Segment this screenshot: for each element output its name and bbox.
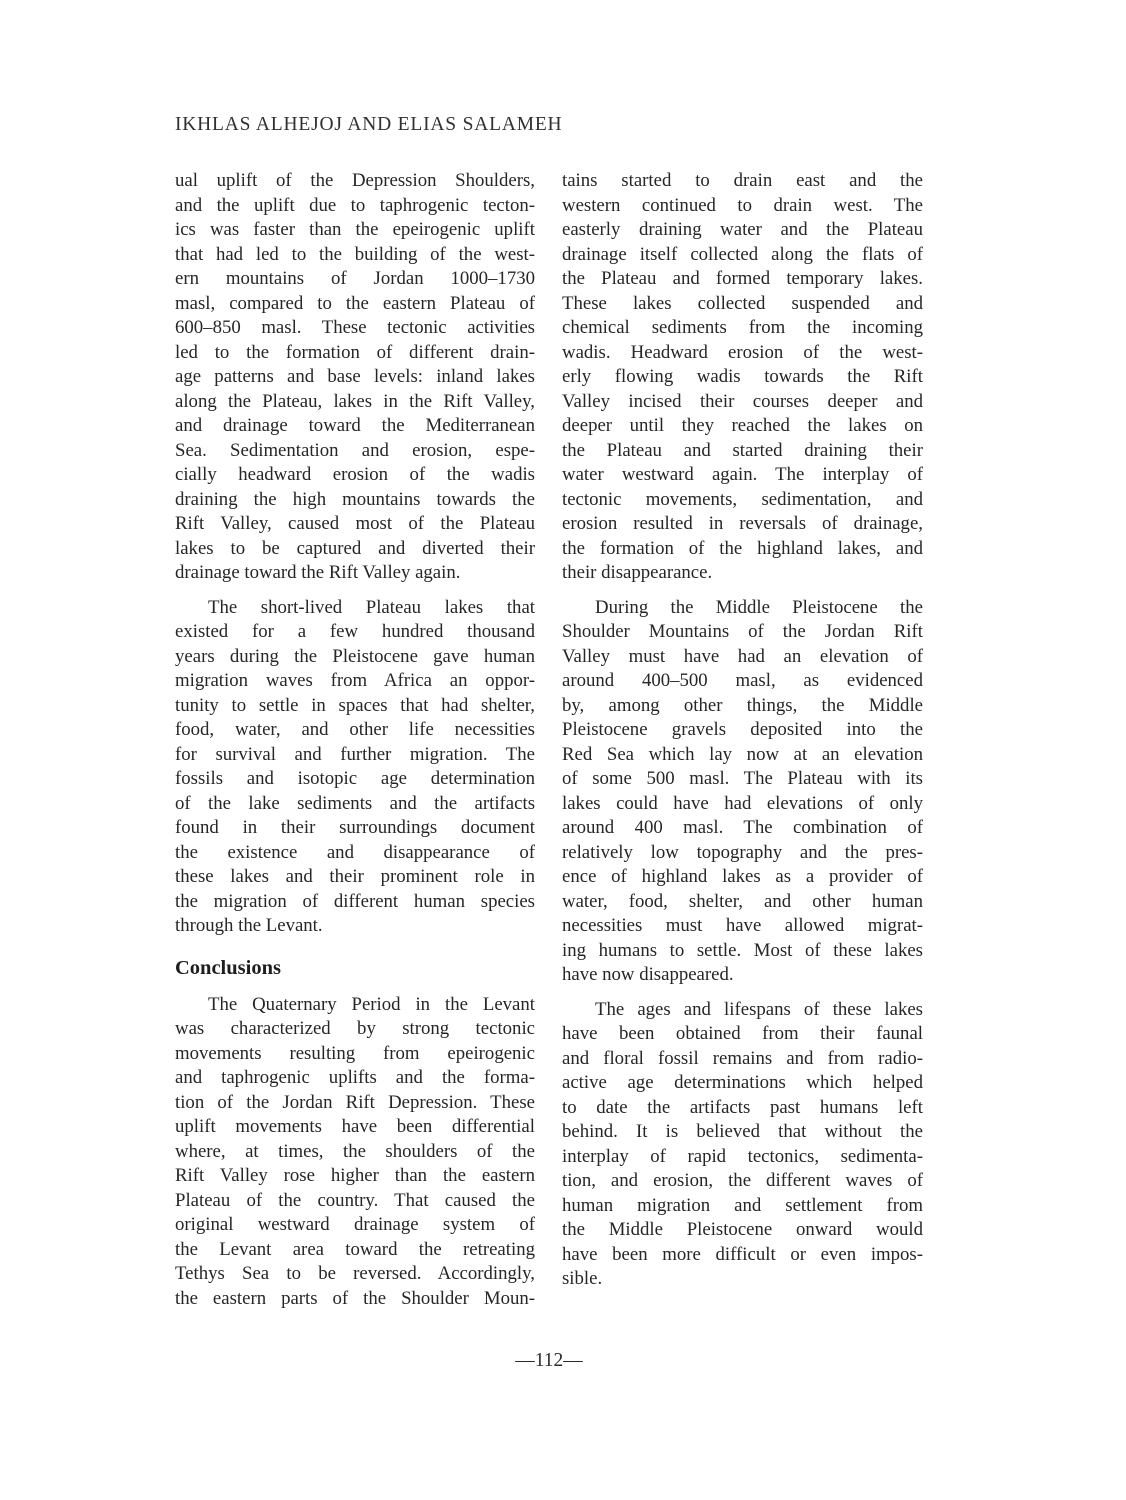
text-line: have now disappeared.	[562, 964, 734, 985]
text-line: ics was faster than the epeirogenic uplift	[175, 219, 535, 240]
text-line: the Plateau and started draining their	[562, 439, 923, 461]
text-line: Valley must have had an elevation of	[562, 645, 923, 667]
text-line: movements resulting from epeirogenic	[175, 1042, 535, 1064]
text-line: lakes to be captured and diverted their	[175, 537, 535, 559]
text-line: necessities must have allowed migrat-	[562, 915, 923, 936]
paragraph	[175, 993, 535, 1312]
text-line: lakes could have had elevations of only	[562, 792, 923, 814]
text-line: ence of highland lakes as a provider of	[562, 866, 923, 887]
text-line: the Plateau and formed temporary lakes.	[562, 268, 923, 289]
text-line: The short-lived Plateau lakes that	[208, 596, 535, 618]
text-line: by, among other things, the Middle	[562, 694, 923, 716]
text-line: Rift Valley, caused most of the Plateau	[175, 513, 535, 534]
text-line: active age determinations which helped	[562, 1072, 923, 1093]
text-line: These lakes collected suspended and	[562, 292, 923, 314]
text-line: chemical sediments from the incoming	[562, 317, 923, 338]
running-header: IKHLAS ALHEJOJ AND ELIAS SALAMEH	[175, 114, 563, 135]
text-line: original westward drainage system of	[175, 1214, 535, 1235]
text-line: and floral fossil remains and from radio-	[562, 1047, 923, 1069]
text-line: of the lake sediments and the artifacts	[175, 792, 535, 814]
text-line: ing humans to settle. Most of these lakes	[562, 939, 923, 961]
text-line: where, at times, the shoulders of the	[175, 1140, 535, 1162]
text-line: deeper until they reached the lakes on	[562, 415, 923, 436]
text-line: Valley incised their courses deeper and	[562, 390, 923, 412]
text-line: ern mountains of Jordan 1000–1730	[175, 268, 535, 289]
text-line: interplay of rapid tectonics, sedimenta-	[562, 1145, 923, 1167]
page-number: —112—	[515, 1350, 583, 1371]
text-line: western continued to drain west. The	[562, 194, 923, 216]
text-line: these lakes and their prominent role in	[175, 866, 535, 887]
text-line: water westward again. The interplay of	[562, 464, 923, 485]
text-line: years during the Pleistocene gave human	[175, 645, 535, 667]
paragraph	[562, 596, 923, 988]
text-line: that had led to the building of the west-	[175, 243, 535, 265]
text-line: age patterns and base levels: inland lakes	[175, 366, 535, 387]
text-line: Shoulder Mountains of the Jordan Rift	[562, 621, 923, 642]
text-line: The Quaternary Period in the Levant	[208, 993, 535, 1015]
text-line: have been more difficult or even impos-	[562, 1243, 923, 1265]
text-line: and drainage toward the Mediterranean	[175, 415, 535, 436]
text-line: existed for a few hundred thousand	[175, 621, 535, 642]
text-line: found in their surroundings document	[175, 817, 535, 838]
text-line: 600–850 masl. These tectonic activities	[175, 317, 535, 338]
text-line: Pleistocene gravels deposited into the	[562, 719, 923, 740]
text-line: around 400–500 masl, as evidenced	[562, 670, 923, 691]
text-line: water, food, shelter, and other human	[562, 890, 923, 912]
text-line: draining the high mountains towards the	[175, 488, 535, 510]
text-line: masl, compared to the eastern Plateau of	[175, 292, 535, 314]
section-heading: Conclusions	[175, 956, 281, 979]
text-line: led to the formation of different drain-	[175, 341, 535, 363]
text-line: sible.	[562, 1268, 603, 1289]
text-line: tunity to settle in spaces that had shelter,	[175, 694, 535, 716]
text-line: the formation of the highland lakes, and	[562, 537, 923, 559]
text-line: drainage toward the Rift Valley again.	[175, 562, 461, 583]
text-line: Plateau of the country. That caused the	[175, 1189, 535, 1211]
text-line: tains started to drain east and the	[562, 170, 923, 191]
paragraph	[175, 596, 535, 939]
text-line: the eastern parts of the Shoulder Moun-	[175, 1287, 535, 1309]
text-line: tion of the Jordan Rift Depression. These	[175, 1091, 535, 1113]
text-line: uplift movements have been differential	[175, 1116, 535, 1137]
text-line: human migration and settlement from	[562, 1194, 923, 1216]
text-line: the Levant area toward the retreating	[175, 1238, 535, 1260]
text-line: migration waves from Africa an oppor-	[175, 670, 535, 691]
text-line: cially headward erosion of the wadis	[175, 464, 535, 485]
text-line: ual uplift of the Depression Shoulders,	[175, 170, 535, 191]
text-line: Red Sea which lay now at an elevation	[562, 743, 923, 765]
text-line: have been obtained from their faunal	[562, 1023, 923, 1044]
text-line: easterly draining water and the Plateau	[562, 219, 923, 240]
text-line: food, water, and other life necessities	[175, 719, 535, 740]
text-line: erly flowing wadis towards the Rift	[562, 366, 923, 387]
text-line: tion, and erosion, the different waves of	[562, 1170, 923, 1191]
text-line: for survival and further migration. The	[175, 743, 535, 765]
text-line: was characterized by strong tectonic	[175, 1018, 535, 1039]
text-line: Rift Valley rose higher than the eastern	[175, 1165, 535, 1186]
text-column-right	[562, 169, 923, 1302]
text-line: the existence and disappearance of	[175, 841, 535, 863]
text-line: and the uplift due to taphrogenic tecton-	[175, 194, 535, 216]
text-line: through the Levant.	[175, 915, 323, 936]
text-line: along the Plateau, lakes in the Rift Valley,	[175, 390, 535, 412]
text-line: During the Middle Pleistocene the	[595, 596, 923, 618]
text-line: The ages and lifespans of these lakes	[595, 998, 923, 1020]
paragraph	[562, 169, 923, 586]
text-line: drainage itself collected along the flats of	[562, 243, 923, 265]
text-line: erosion resulted in reversals of drainage,	[562, 513, 923, 534]
paragraph	[175, 169, 535, 586]
text-line: tectonic movements, sedimentation, and	[562, 488, 923, 510]
text-line: the Middle Pleistocene onward would	[562, 1219, 923, 1240]
text-line: wadis. Headward erosion of the west-	[562, 341, 923, 363]
text-line: fossils and isotopic age determination	[175, 768, 535, 789]
text-line: of some 500 masl. The Plateau with its	[562, 768, 923, 789]
text-line: around 400 masl. The combination of	[562, 817, 923, 838]
text-line: behind. It is believed that without the	[562, 1121, 923, 1142]
text-line: the migration of different human species	[175, 890, 535, 912]
text-line: Tethys Sea to be reversed. Accordingly,	[175, 1263, 535, 1284]
text-column-left	[175, 169, 535, 1321]
text-line: Sea. Sedimentation and erosion, espe-	[175, 439, 535, 461]
text-line: to date the artifacts past humans left	[562, 1096, 923, 1118]
text-line: and taphrogenic uplifts and the forma-	[175, 1067, 535, 1088]
text-line: their disappearance.	[562, 562, 713, 583]
paragraph	[562, 998, 923, 1292]
text-line: relatively low topography and the pres-	[562, 841, 923, 863]
